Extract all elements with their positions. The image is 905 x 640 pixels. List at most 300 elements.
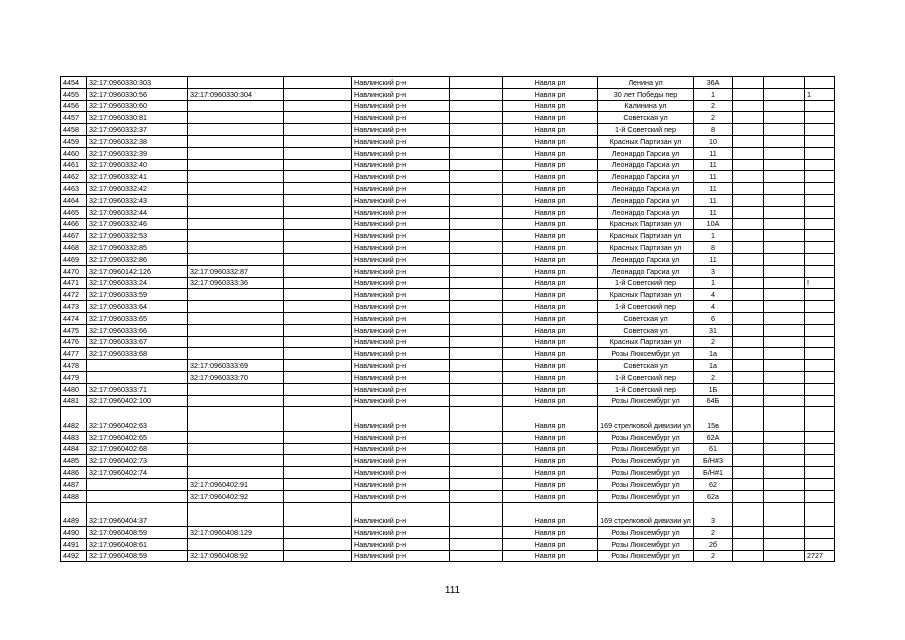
extra-value-cell bbox=[805, 443, 835, 455]
empty-cell bbox=[764, 100, 805, 112]
street-cell: Советская ул bbox=[598, 324, 694, 336]
house-number-cell: 31 bbox=[694, 324, 733, 336]
empty-cell bbox=[450, 253, 503, 265]
street-cell: 30 лет Победы пер bbox=[598, 88, 694, 100]
street-cell: Розы Люксембург ул bbox=[598, 443, 694, 455]
district-cell: Навлинский р-н bbox=[352, 527, 450, 539]
parent-cadastral-cell bbox=[188, 183, 284, 195]
parent-cadastral-cell bbox=[188, 218, 284, 230]
parent-cadastral-cell bbox=[188, 348, 284, 360]
street-cell: Советская ул bbox=[598, 360, 694, 372]
empty-cell bbox=[284, 443, 352, 455]
table-row bbox=[61, 371, 835, 383]
district-cell: Навлинский р-н bbox=[352, 348, 450, 360]
house-number-cell: 2б bbox=[694, 538, 733, 550]
empty-cell bbox=[733, 395, 764, 407]
row-number-cell: 4455 bbox=[61, 88, 87, 100]
row-number-cell: 4474 bbox=[61, 312, 87, 324]
parent-cadastral-cell: 32:17:0960332:87 bbox=[188, 265, 284, 277]
extra-value-cell bbox=[805, 502, 835, 527]
parent-cadastral-cell bbox=[188, 100, 284, 112]
empty-cell bbox=[764, 348, 805, 360]
parent-cadastral-cell bbox=[188, 289, 284, 301]
parent-cadastral-cell bbox=[188, 77, 284, 89]
empty-cell bbox=[450, 265, 503, 277]
cadastral-number-cell: 32:17:0960408:59 bbox=[87, 550, 188, 562]
row-number-cell: 4489 bbox=[61, 502, 87, 527]
district-cell: Навлинский р-н bbox=[352, 253, 450, 265]
house-number-cell: 11 bbox=[694, 159, 733, 171]
data-table bbox=[60, 76, 835, 562]
district-cell: Навлинский р-н bbox=[352, 218, 450, 230]
empty-cell bbox=[450, 336, 503, 348]
house-number-cell: 11 bbox=[694, 183, 733, 195]
street-cell: 1-й Советский пер bbox=[598, 371, 694, 383]
street-cell: Красных Партизан ул bbox=[598, 218, 694, 230]
table-row bbox=[61, 467, 835, 479]
settlement-cell: Навля рп bbox=[503, 467, 598, 479]
settlement-cell: Навля рп bbox=[503, 360, 598, 372]
empty-cell bbox=[284, 371, 352, 383]
empty-cell bbox=[733, 112, 764, 124]
empty-cell bbox=[284, 407, 352, 432]
district-cell: Навлинский р-н bbox=[352, 301, 450, 313]
settlement-cell: Навля рп bbox=[503, 502, 598, 527]
parent-cadastral-cell: 32:17:0960333:36 bbox=[188, 277, 284, 289]
empty-cell bbox=[450, 479, 503, 491]
row-number-cell: 4465 bbox=[61, 206, 87, 218]
district-cell: Навлинский р-н bbox=[352, 383, 450, 395]
street-cell: 1-й Советский пер bbox=[598, 277, 694, 289]
row-number-cell: 4462 bbox=[61, 171, 87, 183]
cadastral-number-cell: 32:17:0960332:38 bbox=[87, 135, 188, 147]
house-number-cell: 64Б bbox=[694, 395, 733, 407]
table-row bbox=[61, 360, 835, 372]
parent-cadastral-cell bbox=[188, 467, 284, 479]
street-cell: Ленина ул bbox=[598, 77, 694, 89]
house-number-cell: 4 bbox=[694, 301, 733, 313]
row-number-cell: 4479 bbox=[61, 371, 87, 383]
settlement-cell: Навля рп bbox=[503, 407, 598, 432]
empty-cell bbox=[764, 336, 805, 348]
empty-cell bbox=[284, 383, 352, 395]
cadastral-number-cell: 32:17:0960330:81 bbox=[87, 112, 188, 124]
cadastral-number-cell: 32:17:0960332:44 bbox=[87, 206, 188, 218]
empty-cell bbox=[284, 124, 352, 136]
cadastral-number-cell bbox=[87, 371, 188, 383]
street-cell: Красных Партизан ул bbox=[598, 289, 694, 301]
settlement-cell: Навля рп bbox=[503, 194, 598, 206]
empty-cell bbox=[733, 443, 764, 455]
empty-cell bbox=[764, 230, 805, 242]
settlement-cell: Навля рп bbox=[503, 100, 598, 112]
district-cell: Навлинский р-н bbox=[352, 360, 450, 372]
table-row bbox=[61, 171, 835, 183]
empty-cell bbox=[733, 218, 764, 230]
street-cell: 1-й Советский пер bbox=[598, 383, 694, 395]
extra-value-cell bbox=[805, 135, 835, 147]
cadastral-number-cell: 32:17:0960404:37 bbox=[87, 502, 188, 527]
empty-cell bbox=[450, 218, 503, 230]
empty-cell bbox=[733, 383, 764, 395]
parent-cadastral-cell bbox=[188, 159, 284, 171]
empty-cell bbox=[450, 502, 503, 527]
empty-cell bbox=[733, 360, 764, 372]
empty-cell bbox=[733, 171, 764, 183]
empty-cell bbox=[764, 289, 805, 301]
table-row bbox=[61, 301, 835, 313]
street-cell: Леонардо Гарсиа ул bbox=[598, 159, 694, 171]
table-row bbox=[61, 265, 835, 277]
empty-cell bbox=[450, 312, 503, 324]
table-row bbox=[61, 194, 835, 206]
cadastral-number-cell: 32:17:0960402:73 bbox=[87, 455, 188, 467]
settlement-cell: Навля рп bbox=[503, 550, 598, 562]
cadastral-number-cell: 32:17:0960333:24 bbox=[87, 277, 188, 289]
empty-cell bbox=[733, 490, 764, 502]
empty-cell bbox=[733, 479, 764, 491]
settlement-cell: Навля рп bbox=[503, 324, 598, 336]
table-row bbox=[61, 253, 835, 265]
parent-cadastral-cell: 32:17:0960333:69 bbox=[188, 360, 284, 372]
empty-cell bbox=[284, 490, 352, 502]
house-number-cell: 3 bbox=[694, 502, 733, 527]
empty-cell bbox=[450, 135, 503, 147]
parent-cadastral-cell bbox=[188, 312, 284, 324]
empty-cell bbox=[733, 277, 764, 289]
empty-cell bbox=[764, 324, 805, 336]
row-number-cell: 4486 bbox=[61, 467, 87, 479]
empty-cell bbox=[733, 289, 764, 301]
row-number-cell: 4480 bbox=[61, 383, 87, 395]
empty-cell bbox=[733, 467, 764, 479]
table-body bbox=[61, 77, 835, 562]
table-row bbox=[61, 100, 835, 112]
settlement-cell: Навля рп bbox=[503, 277, 598, 289]
extra-value-cell bbox=[805, 538, 835, 550]
street-cell: 1-й Советский пер bbox=[598, 301, 694, 313]
parent-cadastral-cell bbox=[188, 455, 284, 467]
cadastral-number-cell: 32:17:0960402:68 bbox=[87, 443, 188, 455]
parent-cadastral-cell bbox=[188, 242, 284, 254]
table-row bbox=[61, 407, 835, 432]
empty-cell bbox=[284, 135, 352, 147]
empty-cell bbox=[284, 230, 352, 242]
row-number-cell: 4463 bbox=[61, 183, 87, 195]
settlement-cell: Навля рп bbox=[503, 183, 598, 195]
street-cell: Розы Люксембург ул bbox=[598, 455, 694, 467]
parent-cadastral-cell bbox=[188, 431, 284, 443]
empty-cell bbox=[450, 527, 503, 539]
row-number-cell: 4466 bbox=[61, 218, 87, 230]
street-cell: Леонардо Гарсиа ул bbox=[598, 171, 694, 183]
empty-cell bbox=[284, 194, 352, 206]
house-number-cell: 6 bbox=[694, 312, 733, 324]
table-row bbox=[61, 395, 835, 407]
empty-cell bbox=[450, 88, 503, 100]
empty-cell bbox=[733, 431, 764, 443]
row-number-cell: 4459 bbox=[61, 135, 87, 147]
street-cell: Калинина ул bbox=[598, 100, 694, 112]
row-number-cell: 4472 bbox=[61, 289, 87, 301]
empty-cell bbox=[764, 455, 805, 467]
house-number-cell: 1 bbox=[694, 88, 733, 100]
settlement-cell: Навля рп bbox=[503, 147, 598, 159]
empty-cell bbox=[450, 112, 503, 124]
street-cell: Леонардо Гарсиа ул bbox=[598, 206, 694, 218]
empty-cell bbox=[733, 455, 764, 467]
extra-value-cell bbox=[805, 289, 835, 301]
empty-cell bbox=[284, 301, 352, 313]
extra-value-cell bbox=[805, 431, 835, 443]
empty-cell bbox=[764, 147, 805, 159]
street-cell: Розы Люксембург ул bbox=[598, 348, 694, 360]
empty-cell bbox=[450, 147, 503, 159]
empty-cell bbox=[450, 183, 503, 195]
extra-value-cell bbox=[805, 301, 835, 313]
street-cell: Розы Люксембург ул bbox=[598, 490, 694, 502]
empty-cell bbox=[284, 455, 352, 467]
empty-cell bbox=[450, 171, 503, 183]
table-row bbox=[61, 538, 835, 550]
settlement-cell: Навля рп bbox=[503, 336, 598, 348]
empty-cell bbox=[733, 527, 764, 539]
table-row bbox=[61, 312, 835, 324]
district-cell: Навлинский р-н bbox=[352, 479, 450, 491]
parent-cadastral-cell bbox=[188, 301, 284, 313]
street-cell: Красных Партизан ул bbox=[598, 135, 694, 147]
house-number-cell: 10А bbox=[694, 218, 733, 230]
settlement-cell: Навля рп bbox=[503, 242, 598, 254]
empty-cell bbox=[733, 194, 764, 206]
empty-cell bbox=[733, 265, 764, 277]
street-cell: 169 стрелковой дивизии ул bbox=[598, 407, 694, 432]
empty-cell bbox=[450, 159, 503, 171]
empty-cell bbox=[450, 301, 503, 313]
parent-cadastral-cell: 32:17:0960402:91 bbox=[188, 479, 284, 491]
house-number-cell: 11 bbox=[694, 194, 733, 206]
cadastral-number-cell: 32:17:0960333:66 bbox=[87, 324, 188, 336]
empty-cell bbox=[284, 218, 352, 230]
house-number-cell: 2 bbox=[694, 112, 733, 124]
extra-value-cell bbox=[805, 206, 835, 218]
empty-cell bbox=[733, 550, 764, 562]
table-row bbox=[61, 502, 835, 527]
house-number-cell: 10 bbox=[694, 135, 733, 147]
parent-cadastral-cell bbox=[188, 336, 284, 348]
district-cell: Навлинский р-н bbox=[352, 183, 450, 195]
empty-cell bbox=[764, 159, 805, 171]
empty-cell bbox=[733, 336, 764, 348]
parent-cadastral-cell bbox=[188, 253, 284, 265]
street-cell: Леонардо Гарсиа ул bbox=[598, 253, 694, 265]
parent-cadastral-cell bbox=[188, 206, 284, 218]
empty-cell bbox=[450, 395, 503, 407]
extra-value-cell bbox=[805, 455, 835, 467]
empty-cell bbox=[764, 312, 805, 324]
street-cell: Розы Люксембург ул bbox=[598, 527, 694, 539]
cadastral-number-cell: 32:17:0960332:40 bbox=[87, 159, 188, 171]
cadastral-number-cell: 32:17:0960333:67 bbox=[87, 336, 188, 348]
empty-cell bbox=[450, 124, 503, 136]
cadastral-number-cell: 32:17:0960332:46 bbox=[87, 218, 188, 230]
street-cell: Розы Люксембург ул bbox=[598, 550, 694, 562]
house-number-cell: 11 bbox=[694, 171, 733, 183]
empty-cell bbox=[284, 431, 352, 443]
district-cell: Навлинский р-н bbox=[352, 407, 450, 432]
page-number: 111 bbox=[444, 585, 461, 596]
settlement-cell: Навля рп bbox=[503, 253, 598, 265]
district-cell: Навлинский р-н bbox=[352, 194, 450, 206]
empty-cell bbox=[450, 242, 503, 254]
empty-cell bbox=[733, 348, 764, 360]
street-cell: 1-й Советский пер bbox=[598, 124, 694, 136]
settlement-cell: Навля рп bbox=[503, 171, 598, 183]
row-number-cell: 4470 bbox=[61, 265, 87, 277]
district-cell: Навлинский р-н bbox=[352, 490, 450, 502]
empty-cell bbox=[733, 206, 764, 218]
district-cell: Навлинский р-н bbox=[352, 265, 450, 277]
street-cell: Леонардо Гарсиа ул bbox=[598, 183, 694, 195]
empty-cell bbox=[764, 443, 805, 455]
district-cell: Навлинский р-н bbox=[352, 171, 450, 183]
empty-cell bbox=[733, 301, 764, 313]
extra-value-cell bbox=[805, 360, 835, 372]
settlement-cell: Навля рп bbox=[503, 206, 598, 218]
settlement-cell: Навля рп bbox=[503, 490, 598, 502]
house-number-cell: 4 bbox=[694, 289, 733, 301]
district-cell: Навлинский р-н bbox=[352, 455, 450, 467]
extra-value-cell bbox=[805, 194, 835, 206]
empty-cell bbox=[284, 395, 352, 407]
district-cell: Навлинский р-н bbox=[352, 289, 450, 301]
house-number-cell: 1 bbox=[694, 277, 733, 289]
empty-cell bbox=[764, 124, 805, 136]
row-number-cell: 4487 bbox=[61, 479, 87, 491]
empty-cell bbox=[450, 538, 503, 550]
settlement-cell: Навля рп bbox=[503, 538, 598, 550]
street-cell: Леонардо Гарсиа ул bbox=[598, 265, 694, 277]
parent-cadastral-cell bbox=[188, 395, 284, 407]
parent-cadastral-cell bbox=[188, 502, 284, 527]
empty-cell bbox=[764, 77, 805, 89]
empty-cell bbox=[733, 371, 764, 383]
table-row bbox=[61, 77, 835, 89]
table-row bbox=[61, 206, 835, 218]
extra-value-cell bbox=[805, 324, 835, 336]
empty-cell bbox=[284, 112, 352, 124]
settlement-cell: Навля рп bbox=[503, 443, 598, 455]
street-cell: Розы Люксембург ул bbox=[598, 395, 694, 407]
parent-cadastral-cell bbox=[188, 443, 284, 455]
street-cell: Красных Партизан ул bbox=[598, 242, 694, 254]
parent-cadastral-cell bbox=[188, 383, 284, 395]
street-cell: Розы Люксембург ул bbox=[598, 467, 694, 479]
cadastral-number-cell: 32:17:0960402:63 bbox=[87, 407, 188, 432]
settlement-cell: Навля рп bbox=[503, 77, 598, 89]
cadastral-number-cell: 32:17:0960333:65 bbox=[87, 312, 188, 324]
empty-cell bbox=[764, 265, 805, 277]
empty-cell bbox=[450, 348, 503, 360]
district-cell: Навлинский р-н bbox=[352, 336, 450, 348]
house-number-cell: 62 bbox=[694, 479, 733, 491]
extra-value-cell bbox=[805, 230, 835, 242]
empty-cell bbox=[450, 100, 503, 112]
row-number-cell: 4469 bbox=[61, 253, 87, 265]
extra-value-cell bbox=[805, 348, 835, 360]
empty-cell bbox=[764, 183, 805, 195]
empty-cell bbox=[764, 171, 805, 183]
empty-cell bbox=[764, 194, 805, 206]
parent-cadastral-cell: 32:17:0960333:70 bbox=[188, 371, 284, 383]
empty-cell bbox=[764, 527, 805, 539]
empty-cell bbox=[284, 183, 352, 195]
street-cell: Советская ул bbox=[598, 112, 694, 124]
table-row bbox=[61, 159, 835, 171]
settlement-cell: Навля рп bbox=[503, 395, 598, 407]
empty-cell bbox=[733, 324, 764, 336]
parent-cadastral-cell: 32:17:0960408:129 bbox=[188, 527, 284, 539]
street-cell: 169 стрелковой дивизии ул bbox=[598, 502, 694, 527]
district-cell: Навлинский р-н bbox=[352, 147, 450, 159]
settlement-cell: Навля рп bbox=[503, 527, 598, 539]
house-number-cell: 2 bbox=[694, 527, 733, 539]
extra-value-cell bbox=[805, 242, 835, 254]
street-cell: Розы Люксембург ул bbox=[598, 431, 694, 443]
house-number-cell: 62а bbox=[694, 490, 733, 502]
table-row bbox=[61, 348, 835, 360]
empty-cell bbox=[764, 277, 805, 289]
row-number-cell: 4478 bbox=[61, 360, 87, 372]
extra-value-cell bbox=[805, 147, 835, 159]
settlement-cell: Навля рп bbox=[503, 289, 598, 301]
street-cell: Красных Партизан ул bbox=[598, 230, 694, 242]
settlement-cell: Навля рп bbox=[503, 124, 598, 136]
row-number-cell: 4482 bbox=[61, 407, 87, 432]
table-row bbox=[61, 383, 835, 395]
empty-cell bbox=[284, 100, 352, 112]
empty-cell bbox=[764, 218, 805, 230]
extra-value-cell bbox=[805, 171, 835, 183]
empty-cell bbox=[764, 407, 805, 432]
cadastral-number-cell: 32:17:0960333:68 bbox=[87, 348, 188, 360]
row-number-cell: 4488 bbox=[61, 490, 87, 502]
district-cell: Навлинский р-н bbox=[352, 206, 450, 218]
empty-cell bbox=[764, 242, 805, 254]
district-cell: Навлинский р-н bbox=[352, 124, 450, 136]
table-row bbox=[61, 124, 835, 136]
parent-cadastral-cell bbox=[188, 135, 284, 147]
empty-cell bbox=[764, 490, 805, 502]
cadastral-number-cell: 32:17:0960330:303 bbox=[87, 77, 188, 89]
row-number-cell: 4458 bbox=[61, 124, 87, 136]
table-row bbox=[61, 490, 835, 502]
empty-cell bbox=[284, 527, 352, 539]
empty-cell bbox=[284, 550, 352, 562]
district-cell: Навлинский р-н bbox=[352, 395, 450, 407]
empty-cell bbox=[284, 277, 352, 289]
settlement-cell: Навля рп bbox=[503, 479, 598, 491]
cadastral-number-cell: 32:17:0960332:53 bbox=[87, 230, 188, 242]
empty-cell bbox=[733, 253, 764, 265]
district-cell: Навлинский р-н bbox=[352, 242, 450, 254]
table-row bbox=[61, 277, 835, 289]
extra-value-cell bbox=[805, 159, 835, 171]
row-number-cell: 4461 bbox=[61, 159, 87, 171]
row-number-cell: 4460 bbox=[61, 147, 87, 159]
empty-cell bbox=[284, 242, 352, 254]
empty-cell bbox=[733, 100, 764, 112]
